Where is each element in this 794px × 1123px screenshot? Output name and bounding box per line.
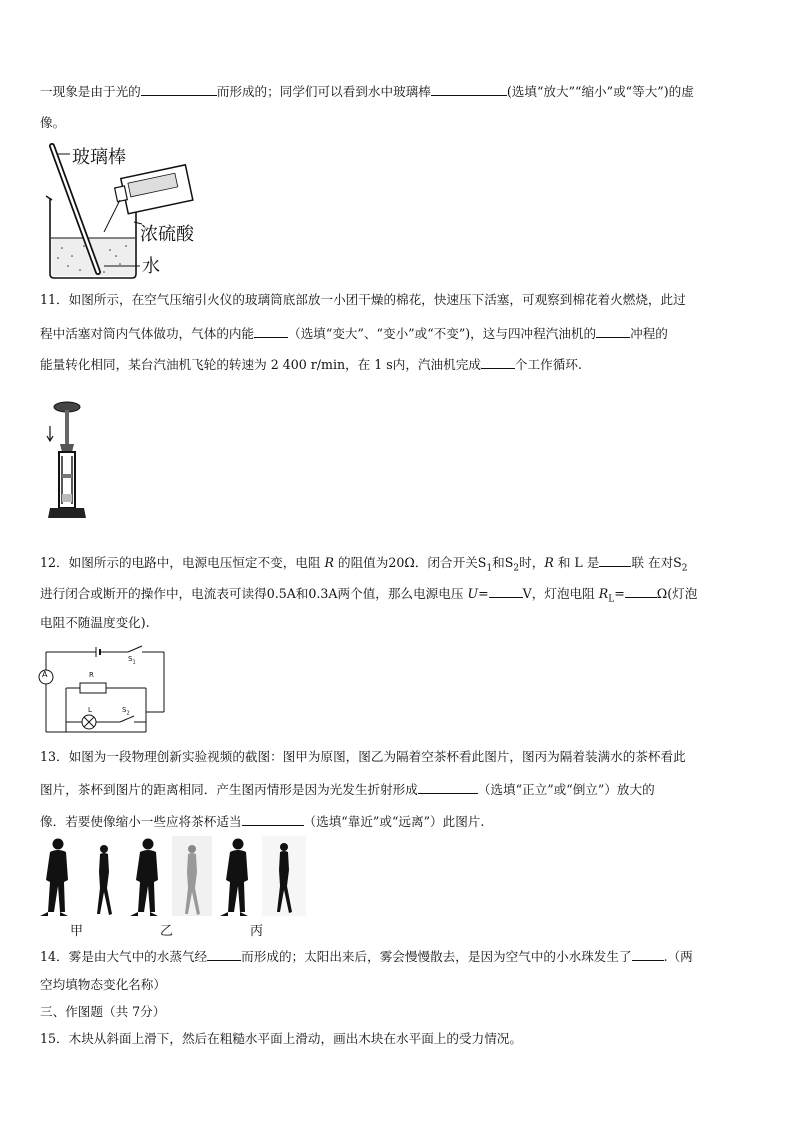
q11-fire-syringe-figure <box>40 398 90 524</box>
q12-sub-l: L <box>608 594 615 605</box>
q12-line-2 <box>40 584 697 608</box>
q11-text-2b: （选填“变大”、“变小”或“不变”)，这与四冲程汽油机的 <box>288 326 597 341</box>
q14-text-1c: .（两 <box>663 949 693 964</box>
q12-symbol-r: R <box>324 555 334 570</box>
q11-blank-2[interactable] <box>596 324 630 338</box>
q12-text-1d: 时， <box>519 555 545 570</box>
silhouette-man-2 <box>130 839 158 917</box>
q12-sub-2: 2 <box>513 563 520 574</box>
q12-text-1f: 联 在对S <box>631 555 682 570</box>
q14-blank-2[interactable] <box>632 947 664 961</box>
q11-text-3a: 能量转化相同，某台汽油机飞轮的转速为 2 400 r/min，在 1 s内，汽油机完成 <box>40 357 481 372</box>
q11-text-3b: 个工作循环. <box>514 357 582 372</box>
q12-symbol-rl: R <box>598 586 609 601</box>
q14-line-1 <box>40 947 693 965</box>
q11-line-3 <box>40 355 582 373</box>
label-glass-rod: 玻璃棒 <box>72 147 126 168</box>
caption-yi: 乙 <box>160 924 174 939</box>
label-concentrated-acid: 浓硫酸 <box>140 224 194 245</box>
q12-blank-3[interactable] <box>625 584 657 598</box>
q12-line-3 <box>40 615 150 631</box>
q11-text-2a: 程中活塞对筒内气体做功，气体的内能 <box>40 326 255 341</box>
q13-text-3b: （选填“靠近”或“远离”）此图片. <box>303 814 485 829</box>
resistor-label: R <box>89 671 94 679</box>
q12-text-2b: = <box>478 586 489 601</box>
q12-text-1e: 和 L 是 <box>553 555 600 570</box>
q10-blank-2[interactable] <box>431 82 507 96</box>
q12-text-2a: 进行闭合或断开的操作中，电流表可读得0.5A和0.3A两个值，那么电源电压 <box>40 586 468 601</box>
section-3-heading <box>40 1004 165 1020</box>
q11-text-2c: 冲程的 <box>630 326 668 341</box>
section-3-title: 三、作图题（共 7分） <box>40 1004 166 1019</box>
q10-text-c: (选填“放大”“缩小”或“等大”)的虚 <box>506 84 694 99</box>
q15-text-1: 15．木块从斜面上滑下，然后在粗糙水平面上滑动，画出木块在水平面上的受力情况。 <box>40 1031 522 1046</box>
q13-line-2 <box>40 780 655 798</box>
q11-blank-3[interactable] <box>481 355 515 369</box>
q12-symbol-u: U <box>467 586 479 601</box>
switch-s2-letter: S <box>122 706 127 714</box>
q12-text-1c: 和S <box>492 555 514 570</box>
silhouette-man-3 <box>220 839 248 917</box>
q10-blank-1[interactable] <box>141 82 217 96</box>
q12-circuit-diagram <box>36 644 168 736</box>
q14-line-2 <box>40 977 166 993</box>
q12-blank-1[interactable] <box>599 553 631 567</box>
q11-text-1: 11．如图所示，在空气压缩引火仪的玻璃筒底部放一小团干燥的棉花，快速压下活塞，可观察到棉花着火燃烧，此过 <box>40 292 686 307</box>
silhouette-woman-1 <box>97 845 112 915</box>
q12-text-2c: V，灯泡电阻 <box>522 586 599 601</box>
q12-text-1b: 的阻值为20Ω．闭合开关S <box>333 555 487 570</box>
q12-sub-1: 1 <box>486 563 493 574</box>
q13-line-1 <box>40 749 686 765</box>
q10-text-b: 而形成的；同学们可以看到水中玻璃棒 <box>216 84 431 99</box>
caption-bing: 丙 <box>250 924 264 939</box>
switch-s2-sub: 2 <box>126 710 130 717</box>
q13-line-3 <box>40 812 484 830</box>
switch-s2-label <box>122 706 130 716</box>
q13-text-1: 13．如图为一段物理创新实验视频的截图：图甲为原图，图乙为隔着空茶杯看此图片，图丙为隔着装满水的茶杯看此 <box>40 749 686 764</box>
q13-silhouettes-figure <box>38 836 308 916</box>
q11-line-1 <box>40 292 686 308</box>
q13-text-2b: （选填“正立”或“倒立”）放大的 <box>477 782 655 797</box>
q10-figure <box>42 140 222 282</box>
q12-line-1 <box>40 553 688 577</box>
q14-text-2: 空均填物态变化名称） <box>40 977 166 992</box>
q13-text-2a: 图片，茶杯到图片的距离相同．产生图丙情形是因为光发生折射形成 <box>40 782 418 797</box>
q12-text-2d: = <box>614 586 625 601</box>
q13-blank-2[interactable] <box>242 812 304 826</box>
q14-text-1a: 14．雾是由大气中的水蒸气经 <box>40 949 208 964</box>
q10-text-a: 一现象是由于光的 <box>40 84 141 99</box>
q12-symbol-r2: R <box>544 555 554 570</box>
ammeter-label: A <box>42 670 48 679</box>
q12-text-3: 电阻不随温度变化). <box>40 615 150 630</box>
q13-blank-1[interactable] <box>418 780 478 794</box>
q15-line-1 <box>40 1031 522 1047</box>
switch-s1-sub: 1 <box>132 659 136 666</box>
q11-line-2 <box>40 324 668 342</box>
q10-text-d: 像。 <box>40 115 66 130</box>
q12-text-1a: 12．如图所示的电路中，电源电压恒定不变，电阻 <box>40 555 325 570</box>
q12-sub-2b: 2 <box>681 563 688 574</box>
lamp-label: L <box>88 706 92 714</box>
label-water: 水 <box>142 256 160 277</box>
silhouette-man-1 <box>40 839 68 917</box>
q12-blank-2[interactable] <box>489 584 523 598</box>
q10-line-1 <box>40 82 694 100</box>
q10-line-2 <box>40 115 65 131</box>
q12-text-2e: Ω(灯泡 <box>656 586 698 601</box>
q11-blank-1[interactable] <box>254 324 288 338</box>
switch-s1-letter: S <box>128 655 133 663</box>
q14-text-1b: 而形成的；太阳出来后，雾会慢慢散去，是因为空气中的小水珠发生了 <box>241 949 632 964</box>
caption-jia: 甲 <box>70 924 84 939</box>
q14-blank-1[interactable] <box>207 947 241 961</box>
switch-s1-label <box>128 655 136 665</box>
q13-text-3a: 像．若要使像缩小一些应将茶杯适当 <box>40 814 242 829</box>
